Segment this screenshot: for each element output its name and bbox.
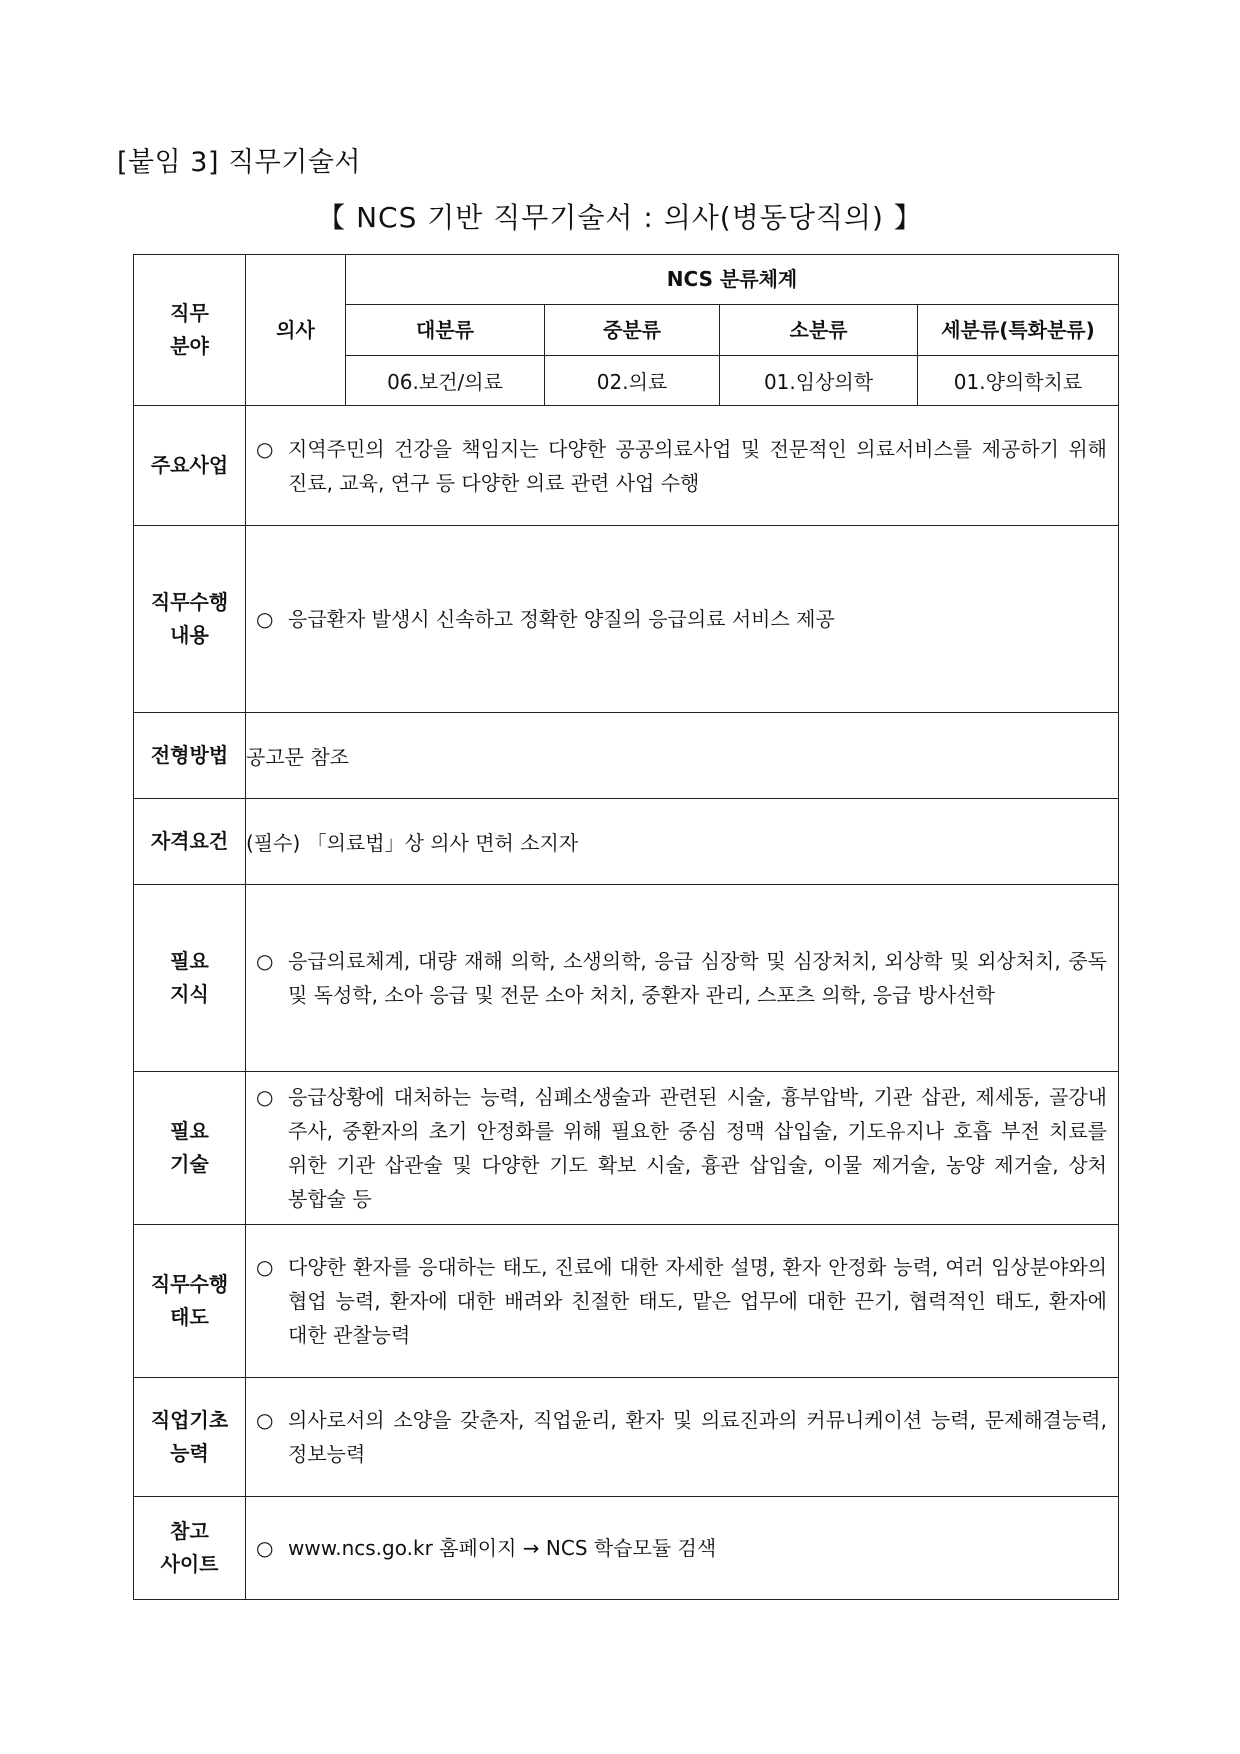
skills-label-line1: 필요: [170, 1119, 209, 1143]
skills-text: 응급상황에 대처하는 능력, 심폐소생술과 관련된 시술, 흉부압박, 기관 삽관, 제세동, 골강내 주사, 중환자의 초기 안정화를 위해 필요한 중심 정맥 삽입술, 기도유지나 호흡 부전 치료를 위한 기관 삽관술 및 다양한 기도 확보 시술, 흉관 삽입술, 이물 제거술, 농양 제거술, 상처 봉합술 등: [288, 1085, 1107, 1211]
ncs-col-major: 대분류: [346, 305, 545, 356]
attitude-label-line1: 직무수행: [150, 1272, 229, 1296]
reference-label: [134, 1497, 246, 1600]
ncs-val-detail: 01.양의학치료: [918, 356, 1119, 406]
attitude-text: 다양한 환자를 응대하는 태도, 진료에 대한 자세한 설명, 환자 안정화 능력, 여러 임상분야와의 협업 능력, 환자에 대한 배려와 친절한 태도, 맡은 업무에 대한 끈기, 협력적인 태도, 환자에 대한 관찰능력: [288, 1255, 1107, 1347]
bullet-circle: ○: [256, 1255, 274, 1279]
attitude-row: [134, 1225, 1119, 1378]
reference-label-line1: 참고: [170, 1519, 209, 1543]
knowledge-label: [134, 885, 246, 1072]
basic-competency-row: [134, 1378, 1119, 1497]
bullet-circle: ○: [256, 607, 274, 631]
ncs-val-middle: 02.의료: [545, 356, 720, 406]
ncs-classification-header: NCS 분류체계: [346, 255, 1119, 305]
main-business-text: 지역주민의 건강을 책임지는 다양한 공공의료사업 및 전문적인 의료서비스를 제공하기 위해 진료, 교육, 연구 등 다양한 의료 관련 사업 수행: [288, 436, 1107, 495]
skills-row: [134, 1072, 1119, 1225]
qualification-text: (필수) 「의료법」상 의사 면허 소지자: [246, 799, 1119, 885]
basic-competency-label-line1: 직업기초: [150, 1408, 229, 1432]
knowledge-label-line1: 필요: [170, 949, 209, 973]
basic-competency-label: [134, 1378, 246, 1497]
document-title: 【 NCS 기반 직무기술서 : 의사(병동당직의) 】: [317, 201, 923, 234]
job-field-label-line1: 직무: [170, 301, 209, 325]
ncs-col-detail: 세분류(특화분류): [918, 305, 1119, 356]
ncs-col-middle: 중분류: [545, 305, 720, 356]
skills-content: [246, 1072, 1119, 1225]
job-description-table: [133, 254, 1119, 1600]
reference-label-line2: 사이트: [160, 1552, 219, 1576]
reference-content: [246, 1497, 1119, 1600]
ncs-col-minor: 소분류: [720, 305, 918, 356]
attitude-content: [246, 1225, 1119, 1378]
duties-text: 응급환자 발생시 신속하고 정확한 양질의 응급의료 서비스 제공: [288, 607, 835, 631]
basic-competency-label-line2: 능력: [170, 1441, 209, 1465]
selection-text: 공고문 참조: [246, 713, 1119, 799]
main-business-row: [134, 406, 1119, 526]
attachment-label: [붙임 3] 직무기술서: [117, 147, 361, 178]
job-field-label-line2: 분야: [170, 334, 209, 358]
knowledge-content: [246, 885, 1119, 1072]
duties-content: [246, 526, 1119, 713]
reference-text: www.ncs.go.kr 홈페이지 → NCS 학습모듈 검색: [288, 1536, 717, 1560]
reference-row: [134, 1497, 1119, 1600]
duties-row: [134, 526, 1119, 713]
knowledge-row: [134, 885, 1119, 1072]
selection-label: 전형방법: [134, 713, 246, 799]
knowledge-label-line2: 지식: [170, 982, 209, 1006]
main-business-content: [246, 406, 1119, 526]
duties-label: [134, 526, 246, 713]
bullet-circle: ○: [256, 949, 274, 973]
qualification-label: 자격요건: [134, 799, 246, 885]
selection-row: [134, 713, 1119, 799]
skills-label: [134, 1072, 246, 1225]
bullet-circle: ○: [256, 1085, 274, 1109]
attitude-label: [134, 1225, 246, 1378]
main-business-label: 주요사업: [134, 406, 246, 526]
duties-label-line2: 내용: [170, 623, 209, 647]
attitude-label-line2: 태도: [170, 1305, 209, 1329]
bullet-circle: ○: [256, 436, 274, 461]
job-field-value: 의사: [246, 255, 346, 406]
bullet-circle: ○: [256, 1408, 274, 1432]
ncs-val-minor: 01.임상의학: [720, 356, 918, 406]
basic-competency-content: [246, 1378, 1119, 1497]
job-field-label-cell: [134, 255, 246, 406]
bullet-circle: ○: [256, 1536, 274, 1560]
duties-label-line1: 직무수행: [150, 590, 229, 614]
ncs-val-major: 06.보건/의료: [346, 356, 545, 406]
knowledge-text: 응급의료체계, 대량 재해 의학, 소생의학, 응급 심장학 및 심장처치, 외상학 및 외상처치, 중독 및 독성학, 소아 응급 및 전문 소아 처치, 중환자 관리, 스포츠 의학, 응급 방사선학: [288, 949, 1107, 1007]
ncs-header-row: [134, 255, 1119, 305]
basic-competency-text: 의사로서의 소양을 갖춘자, 직업윤리, 환자 및 의료진과의 커뮤니케이션 능력, 문제해결능력, 정보능력: [288, 1408, 1107, 1466]
skills-label-line2: 기술: [170, 1152, 209, 1176]
qualification-row: [134, 799, 1119, 885]
